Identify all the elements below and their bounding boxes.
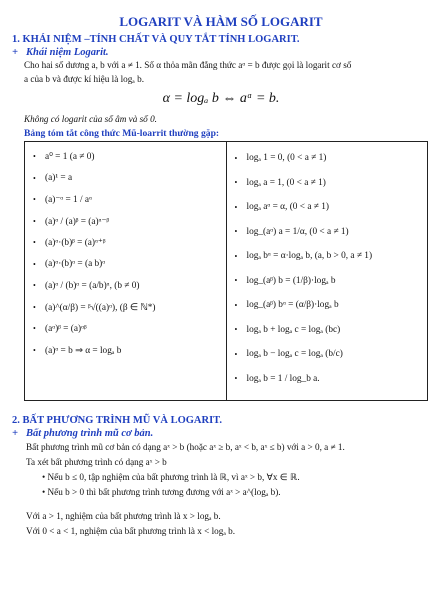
right-formula-row xyxy=(235,318,424,343)
bullet-icon: • xyxy=(33,259,36,269)
right-formula-column xyxy=(226,142,428,400)
right-formula-text: logₐ b = 1 / log_b a. xyxy=(246,373,320,384)
left-formula-row xyxy=(33,275,222,297)
left-formula-column xyxy=(25,142,226,400)
plus-icon: + xyxy=(12,47,18,58)
right-formula-text: log_(aᵝ) bᵅ = (α/β)·logₐ b xyxy=(246,300,339,311)
section2 xyxy=(12,415,430,538)
left-formula-text: (a)ᵅ·(b)ᵅ = (a b)ᵅ xyxy=(45,259,106,270)
bullet-icon: • xyxy=(234,349,238,359)
left-formula-text: (a)⁻ᵅ = 1 / aᵅ xyxy=(45,195,92,206)
section2-line-1: Bất phương trình mũ cơ bản có dạng aˣ > b (hoặc aˣ ≥ b, aˣ < b, aˣ ≤ b) với a > 0, a ≠ 1. xyxy=(26,442,345,452)
section2-line-2: Ta xét bất phương trình có dạng aˣ > b xyxy=(26,457,167,467)
section1-heading: 1. KHÁI NIỆM –TÍNH CHẤT VÀ QUY TẮT TÍNH LOGARIT. xyxy=(12,34,300,45)
right-formula-row xyxy=(235,171,424,196)
formula-table xyxy=(24,141,428,401)
spacer xyxy=(12,500,430,508)
definition-formula: α = logₐ b ⇔ aᵅ = b. xyxy=(162,91,280,106)
bullet-icon: • xyxy=(234,300,238,310)
bullet-icon: • xyxy=(33,345,36,355)
bullet-icon: • xyxy=(234,325,238,335)
left-formula-row xyxy=(33,146,222,168)
bullet-icon: • xyxy=(33,216,36,226)
right-formula-row xyxy=(235,342,424,367)
section2-line-4: Với 0 < a < 1, nghiệm của bất phương trình là x < logₐ b. xyxy=(26,526,236,536)
right-formula-row xyxy=(235,220,424,245)
section1-subheading-row xyxy=(12,47,430,58)
right-formula-text: logₐ 1 = 0, (0 < a ≠ 1) xyxy=(246,153,327,164)
left-formula-text: (a)ᵅ·(b)ᵝ = (a)ᵅ⁺ᵝ xyxy=(45,238,106,249)
right-formula-row xyxy=(235,244,424,269)
section1-subheading: Khái niệm Logarit. xyxy=(26,47,109,58)
section2-subheading-row xyxy=(12,428,430,439)
bullet-icon: • xyxy=(42,472,48,482)
bullet-icon: • xyxy=(33,281,36,291)
left-formula-text: (a)ᵅ / (a)ᵝ = (a)ᵅ⁻ᵝ xyxy=(45,216,110,227)
left-formula-row xyxy=(33,318,222,340)
left-formula-row xyxy=(33,189,222,211)
right-formula-text: logₐ bᵅ = α·logₐ b, (a, b > 0, a ≠ 1) xyxy=(246,251,373,262)
left-formula-text: (a)ᵅ / (b)ᵅ = (a/b)ᵅ, (b ≠ 0) xyxy=(45,280,140,291)
bullet-icon: • xyxy=(33,238,36,248)
bullet-icon: • xyxy=(234,276,238,286)
left-formula-row xyxy=(33,232,222,254)
right-formula-row xyxy=(235,293,424,318)
left-formula-row xyxy=(33,254,222,276)
bullet-icon: • xyxy=(234,153,238,163)
section2-bullet-1-text: Nếu b ≤ 0, tập nghiệm của bất phương trình là ℝ, vì aˣ > b, ∀x ∈ ℝ. xyxy=(47,472,300,482)
right-formula-row xyxy=(235,146,424,171)
table-title: Bảng tóm tắt công thức Mũ-loarrit thường gặp: xyxy=(24,128,220,139)
left-formula-text: a⁰ = 1 (a ≠ 0) xyxy=(45,152,95,163)
left-formula-text: (aᵅ)ᵝ = (a)ᵅᵝ xyxy=(45,323,87,334)
right-formula-row xyxy=(235,367,424,392)
right-formula-text: logₐ b + logₐ c = logₐ (bc) xyxy=(246,324,341,335)
bullet-icon: • xyxy=(33,195,36,205)
right-formula-text: logₐ aᵅ = α, (0 < a ≠ 1) xyxy=(246,202,329,213)
bullet-icon: • xyxy=(234,251,238,261)
bullet-icon: • xyxy=(234,227,238,237)
right-formula-text: logₐ b − logₐ c = logₐ (b/c) xyxy=(246,349,343,360)
section2-bullet-2-text: Nếu b > 0 thì bất phương trình tương đương với aˣ > a^(logₐ b). xyxy=(47,487,281,497)
bullet-icon: • xyxy=(33,302,36,312)
plus-icon: + xyxy=(12,428,18,439)
note-text: Không có logarit của số âm và số 0. xyxy=(24,114,157,124)
bullet-icon: • xyxy=(33,173,36,183)
right-formula-row xyxy=(235,269,424,294)
section2-bullet-1 xyxy=(42,470,430,484)
section2-line-3: Với a > 1, nghiệm của bất phương trình là x > logₐ b. xyxy=(26,511,221,521)
bullet-icon: • xyxy=(234,202,238,212)
left-formula-text: (a)^(α/β) = ᵝ√((a)ᵅ), (β ∈ ℕ*) xyxy=(45,302,156,313)
left-formula-row xyxy=(33,211,222,233)
page-title: LOGARIT VÀ HÀM SỐ LOGARIT xyxy=(119,14,323,29)
left-formula-row xyxy=(33,340,222,362)
section2-subheading: Bất phương trình mũ cơ bản. xyxy=(26,428,154,439)
definition-line-1: Cho hai số dương a, b với a ≠ 1. Số α thỏa mãn đẳng thức aᵅ = b được gọi là logarit cơ số xyxy=(24,60,352,70)
bullet-icon: • xyxy=(33,152,36,162)
bullet-icon: • xyxy=(42,487,48,497)
bullet-icon: • xyxy=(33,324,36,334)
section2-bullet-2 xyxy=(42,485,430,499)
bullet-icon: • xyxy=(234,374,238,384)
right-formula-text: log_(aᵅ) a = 1/α, (0 < a ≠ 1) xyxy=(246,226,349,237)
right-formula-text: log_(aᵝ) b = (1/β)·logₐ b xyxy=(246,275,336,286)
left-formula-row xyxy=(33,168,222,190)
left-formula-text: (a)ᵅ = b ⇒ α = logₐ b xyxy=(45,345,122,356)
left-formula-row xyxy=(33,297,222,319)
definition-line-2: a của b và được kí hiệu là logₐ b. xyxy=(24,74,145,84)
right-formula-text: logₐ a = 1, (0 < a ≠ 1) xyxy=(246,177,326,188)
bullet-icon: • xyxy=(234,178,238,188)
right-formula-row xyxy=(235,195,424,220)
section2-heading: 2. BẤT PHƯƠNG TRÌNH MŨ VÀ LOGARIT. xyxy=(12,415,223,426)
left-formula-text: (a)¹ = a xyxy=(45,173,73,184)
